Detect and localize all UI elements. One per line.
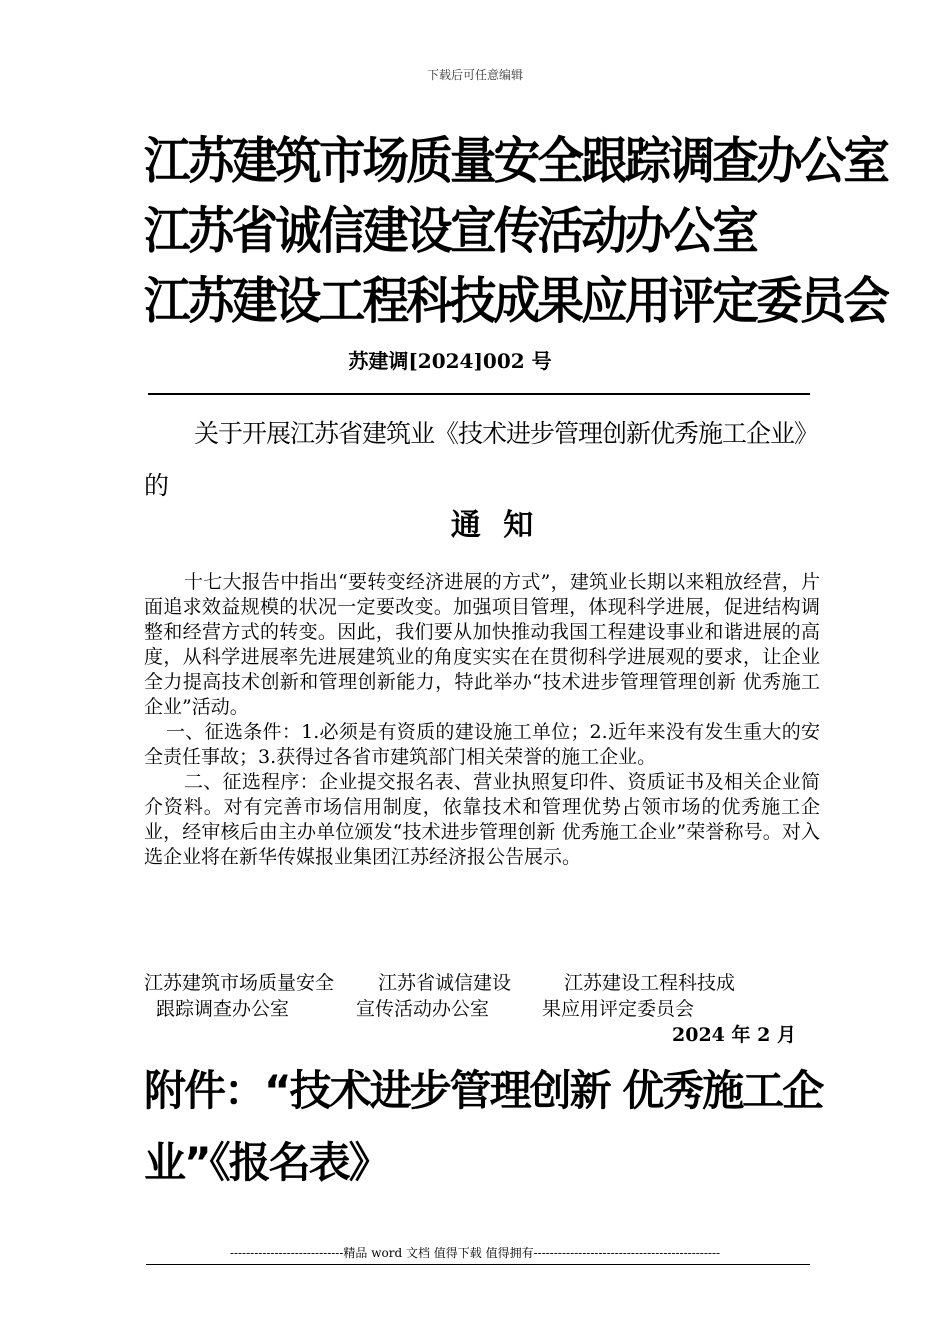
signature-row-2 — [144, 996, 824, 1022]
org-title-3: 江苏建设工程科技成果应用评定委员会 — [144, 272, 888, 330]
notice-title — [144, 408, 824, 512]
signature-block — [144, 970, 824, 1022]
paragraph-intro: 十七大报告中指出“要转变经济进展的方式”，建筑业长期以来粗放经营，片面追求效益规模的状况一定要改变。加强项目管理，体现科学进展，促进结构调整和经营方式的转变。因此，我们要从加快推动我国工程建设事业和谐进展的高度，从科学进展率先进展建筑业的角度实实在在贯彻科学进展观的要求，让企业全力提高技术创新和管理创新能力，特此举办“技术进步管理管理创新 优秀施工企业”活动。 — [144, 571, 820, 718]
signature-org-2-part-2: 宣传活动办公室 — [356, 998, 490, 1020]
signature-org-2-part-1: 江苏省诚信建设 — [378, 972, 512, 994]
notice-title-line-1: 关于开展江苏省建筑业《技术进步管理创新优秀施工企业》 — [194, 419, 819, 448]
issue-date: 2024 年 2 月 — [672, 1024, 796, 1046]
signature-row-1 — [144, 970, 824, 996]
header-divider — [148, 393, 810, 395]
header-note: 下载后可任意编辑 — [426, 68, 523, 82]
org-title-1: 江苏建筑市场质量安全跟踪调查办公室 — [144, 132, 888, 190]
document-number: 苏建调[2024]002 号 — [348, 349, 552, 373]
signature-org-1-part-1: 江苏建筑市场质量安全 — [144, 972, 335, 994]
footer-note: ----------------------------精品 word 文档 值得下载 值得拥有---------------------------------------------- — [229, 1246, 721, 1260]
attachment-title: 附件：“技术进步管理创新 优秀施工企业”《报名表》 — [144, 1066, 823, 1187]
signature-org-3-part-2: 果应用评定委员会 — [542, 998, 695, 1020]
org-title-2: 江苏省诚信建设宣传活动办公室 — [144, 202, 756, 260]
notice-title-line-2: 的 — [144, 471, 169, 500]
footer-divider — [146, 1264, 810, 1265]
paragraph-conditions: 一、征选条件：1.必须是有资质的建设施工单位；2.近年来没有发生重大的安全责任事故；3.获得过各省市建筑部门相关荣誉的施工企业。 — [144, 721, 820, 768]
paragraph-procedure: 二、征选程序：企业提交报名表、营业执照复印件、资质证书及相关企业简介资料。对有完善市场信用制度，依靠技术和管理优势占领市场的优秀施工企业，经审核后由主办单位颁发“技术进步管理创新 优秀施工企业”荣誉称号。对入选企业将在新华传媒报业集团江苏经济报公告展示。 — [144, 771, 820, 868]
signature-org-3-part-1: 江苏建设工程科技成 — [564, 972, 736, 994]
notice-heading: 通 知 — [450, 508, 540, 543]
issuing-organizations — [144, 126, 888, 336]
signature-org-1-part-2: 跟踪调查办公室 — [156, 998, 290, 1020]
notice-body — [144, 570, 820, 870]
